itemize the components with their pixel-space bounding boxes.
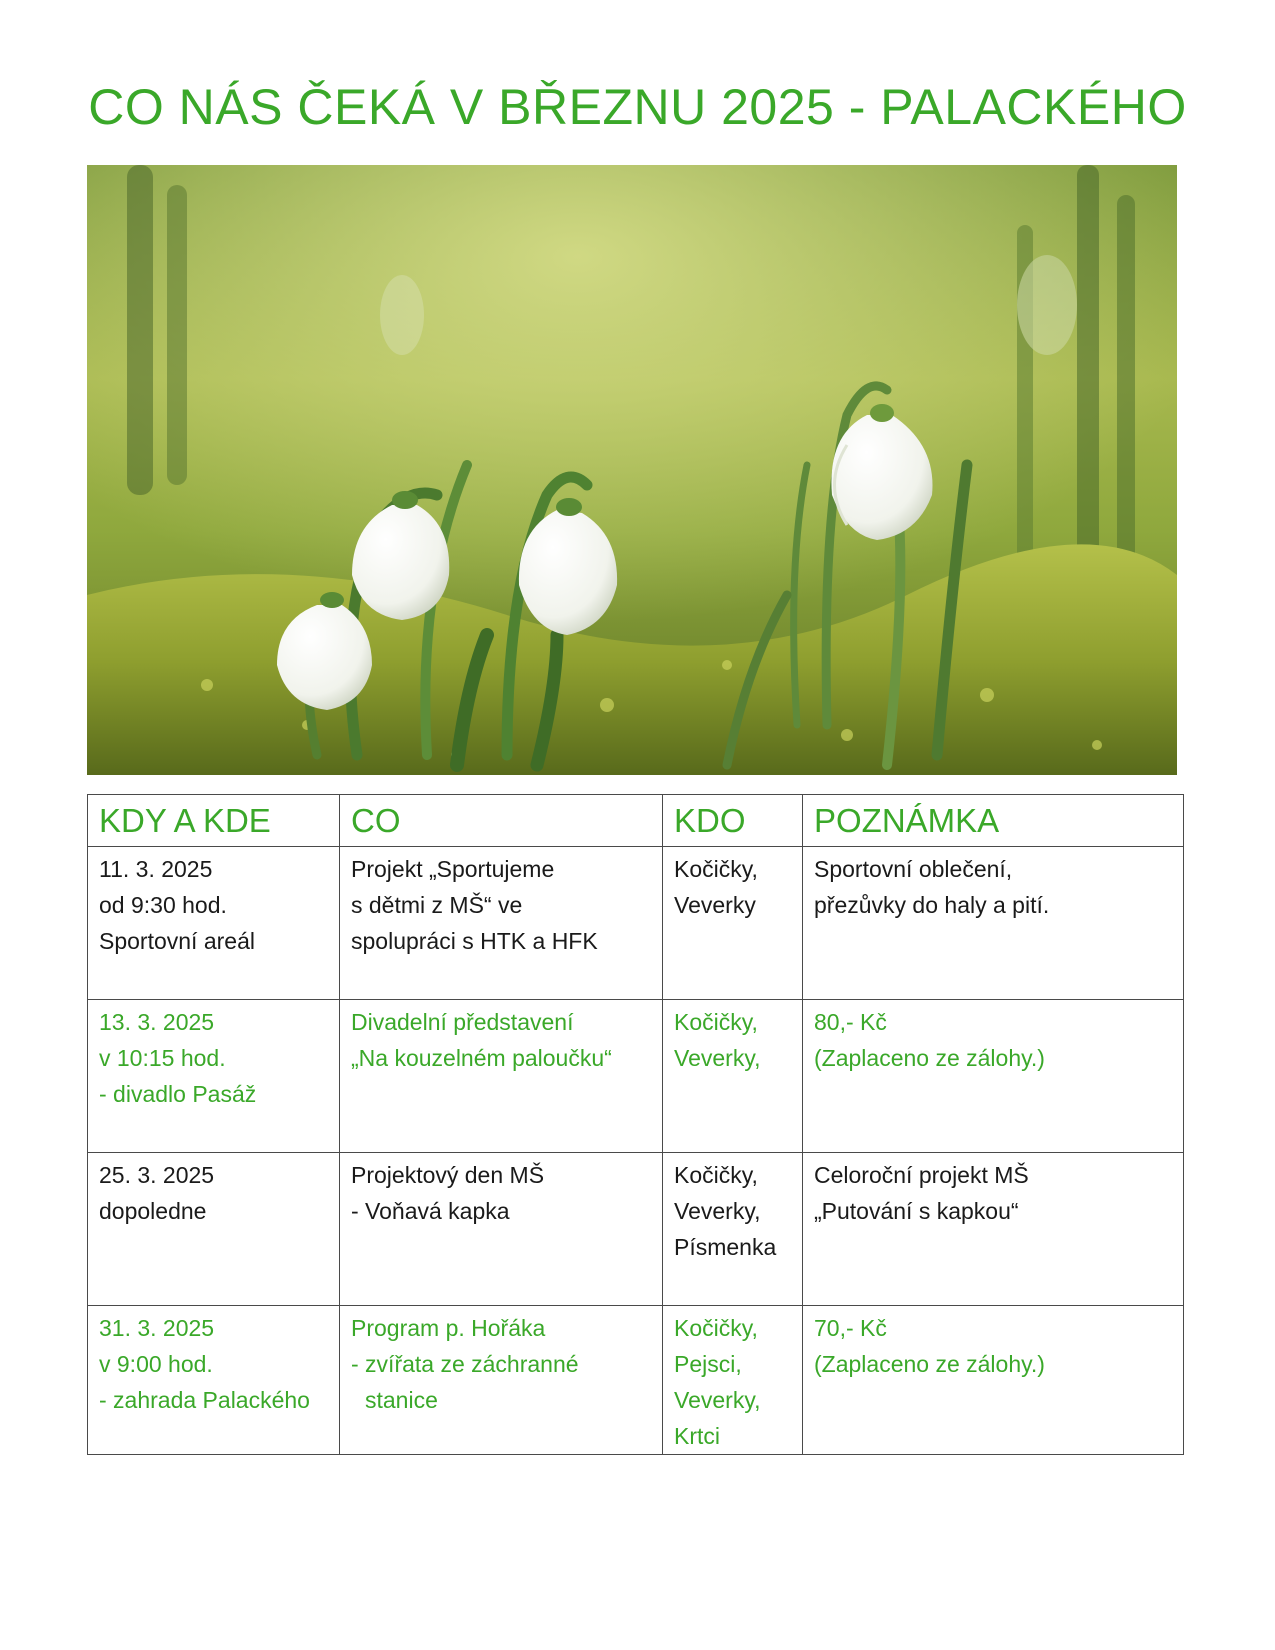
header-kdy-a-kde: KDY A KDE: [88, 795, 340, 847]
cell-line: - divadlo Pasáž: [99, 1081, 257, 1107]
cell-line: Kočičky,: [674, 1009, 758, 1035]
cell-kdo: [663, 847, 803, 1000]
cell-line: - Voňavá kapka: [351, 1198, 510, 1224]
cell-poznamka: [803, 847, 1184, 1000]
cell-poznamka: [803, 1000, 1184, 1153]
cell-line: přezůvky do haly a pití.: [814, 892, 1050, 918]
cell-line: „Na kouzelném paloučku“: [351, 1045, 612, 1071]
cell-kdy-a-kde: [88, 1306, 340, 1455]
table-row: [88, 1000, 1184, 1153]
cell-kdo: [663, 1153, 803, 1306]
cell-line: Divadelní představení: [351, 1009, 574, 1035]
cell-kdo: [663, 1306, 803, 1455]
cell-line: Kočičky,: [674, 856, 758, 882]
cell-line: Sportovní areál: [99, 928, 255, 954]
cell-line: 11. 3. 2025: [99, 856, 213, 882]
cell-kdy-a-kde: [88, 1000, 340, 1153]
header-kdo: KDO: [663, 795, 803, 847]
cell-line: - zahrada Palackého: [99, 1387, 310, 1413]
cell-line: „Putování s kapkou“: [814, 1198, 1019, 1224]
cell-line: od 9:30 hod.: [99, 892, 227, 918]
cell-line: s dětmi z MŠ“ ve: [351, 892, 523, 918]
cell-line: 25. 3. 2025: [99, 1162, 215, 1188]
cell-line: (Zaplaceno ze zálohy.): [814, 1045, 1045, 1071]
table-row: [88, 1306, 1184, 1455]
cell-co: [340, 1000, 663, 1153]
schedule-table: [87, 794, 1184, 1455]
cell-line: 31. 3. 2025: [99, 1315, 215, 1341]
cell-line: Program p. Hořáka: [351, 1315, 546, 1341]
cell-line: 80,- Kč: [814, 1009, 887, 1035]
cell-co: [340, 1153, 663, 1306]
cell-line: Kočičky,: [674, 1162, 758, 1188]
cell-kdy-a-kde: [88, 847, 340, 1000]
cell-line: Veverky,: [674, 1198, 761, 1224]
header-co: CO: [340, 795, 663, 847]
cell-line: Písmenka: [674, 1234, 777, 1260]
cell-line: v 9:00 hod.: [99, 1351, 213, 1377]
cell-kdy-a-kde: [88, 1153, 340, 1306]
table-row: [88, 847, 1184, 1000]
cell-line: Krtci: [674, 1423, 720, 1449]
snowdrops-photo: [87, 165, 1177, 775]
page-title: CO NÁS ČEKÁ V BŘEZNU 2025 - PALACKÉHO: [88, 79, 1187, 135]
cell-line: Veverky,: [674, 1387, 761, 1413]
cell-line: - zvířata ze záchranné: [351, 1351, 579, 1377]
cell-line: Projekt „Sportujeme: [351, 856, 555, 882]
cell-line: 13. 3. 2025: [99, 1009, 215, 1035]
cell-poznamka: [803, 1153, 1184, 1306]
cell-line: spolupráci s HTK a HFK: [351, 928, 598, 954]
cell-line: 70,- Kč: [814, 1315, 887, 1341]
cell-co: [340, 847, 663, 1000]
header-poznamka: POZNÁMKA: [803, 795, 1184, 847]
cell-line: (Zaplaceno ze zálohy.): [814, 1351, 1045, 1377]
cell-line: Sportovní oblečení,: [814, 856, 1013, 882]
cell-line: Pejsci,: [674, 1351, 742, 1377]
cell-poznamka: [803, 1306, 1184, 1455]
cell-line: stanice: [365, 1387, 438, 1413]
cell-co: [340, 1306, 663, 1455]
cell-line: dopoledne: [99, 1198, 207, 1224]
cell-line: Kočičky,: [674, 1315, 758, 1341]
table-row: [88, 1153, 1184, 1306]
cell-line: Veverky: [674, 892, 756, 918]
cell-line: Veverky,: [674, 1045, 761, 1071]
cell-line: v 10:15 hod.: [99, 1045, 226, 1071]
cell-line: Celoroční projekt MŠ: [814, 1162, 1029, 1188]
table-header-row: [88, 795, 1184, 847]
cell-line: Projektový den MŠ: [351, 1162, 545, 1188]
cell-kdo: [663, 1000, 803, 1153]
